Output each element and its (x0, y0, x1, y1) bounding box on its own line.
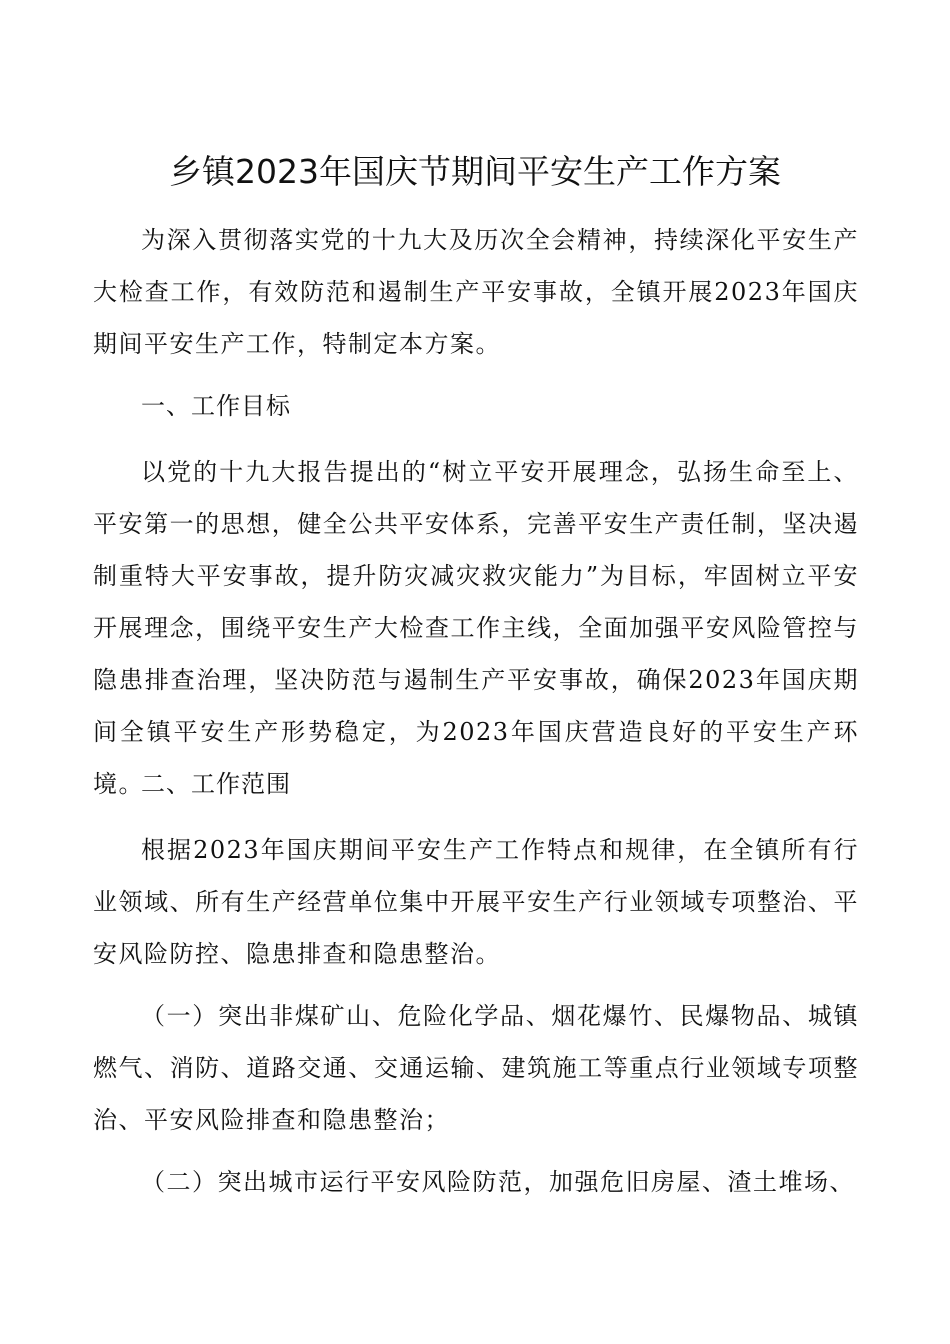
goals-paragraph: 以党的十九大报告提出的“树立平安开展理念，弘扬生命至上、平安第一的思想，健全公共平安体系，完善平安生产责任制，坚决遏制重特大平安事故，提升防灾减灾救灾能力”为目标，牢固树立平安开展理念，围绕平安生产大检查工作主线，全面加强平安风险管控与隐患排查治理，坚决防范与遏制生产平安事故，确保2023年国庆期间全镇平安生产形势稳定，为2023年国庆营造良好的平安生产环境。 (93, 458, 859, 798)
scope-item-1: （一）突出非煤矿山、危险化学品、烟花爆竹、民爆物品、城镇燃气、消防、道路交通、交通运输、建筑施工等重点行业领域专项整治、平安风险排查和隐患整治； (93, 1002, 859, 1134)
intro-paragraph: 为深入贯彻落实党的十九大及历次全会精神，持续深化平安生产大检查工作，有效防范和遏制生产平安事故，全镇开展2023年国庆期间平安生产工作，特制定本方案。 (93, 226, 859, 358)
section-heading-goals: 一、工作目标 (141, 392, 291, 420)
scope-item-2: （二）突出城市运行平安风险防范，加强危旧房屋、渣土堆场、 (141, 1168, 855, 1196)
document-title: 乡镇2023年国庆节期间平安生产工作方案 (169, 152, 781, 191)
section-heading-scope: 二、工作范围 (141, 770, 291, 798)
scope-paragraph: 根据2023年国庆期间平安生产工作特点和规律，在全镇所有行业领域、所有生产经营单位集中开展平安生产行业领域专项整治、平安风险防控、隐患排查和隐患整治。 (93, 836, 859, 968)
